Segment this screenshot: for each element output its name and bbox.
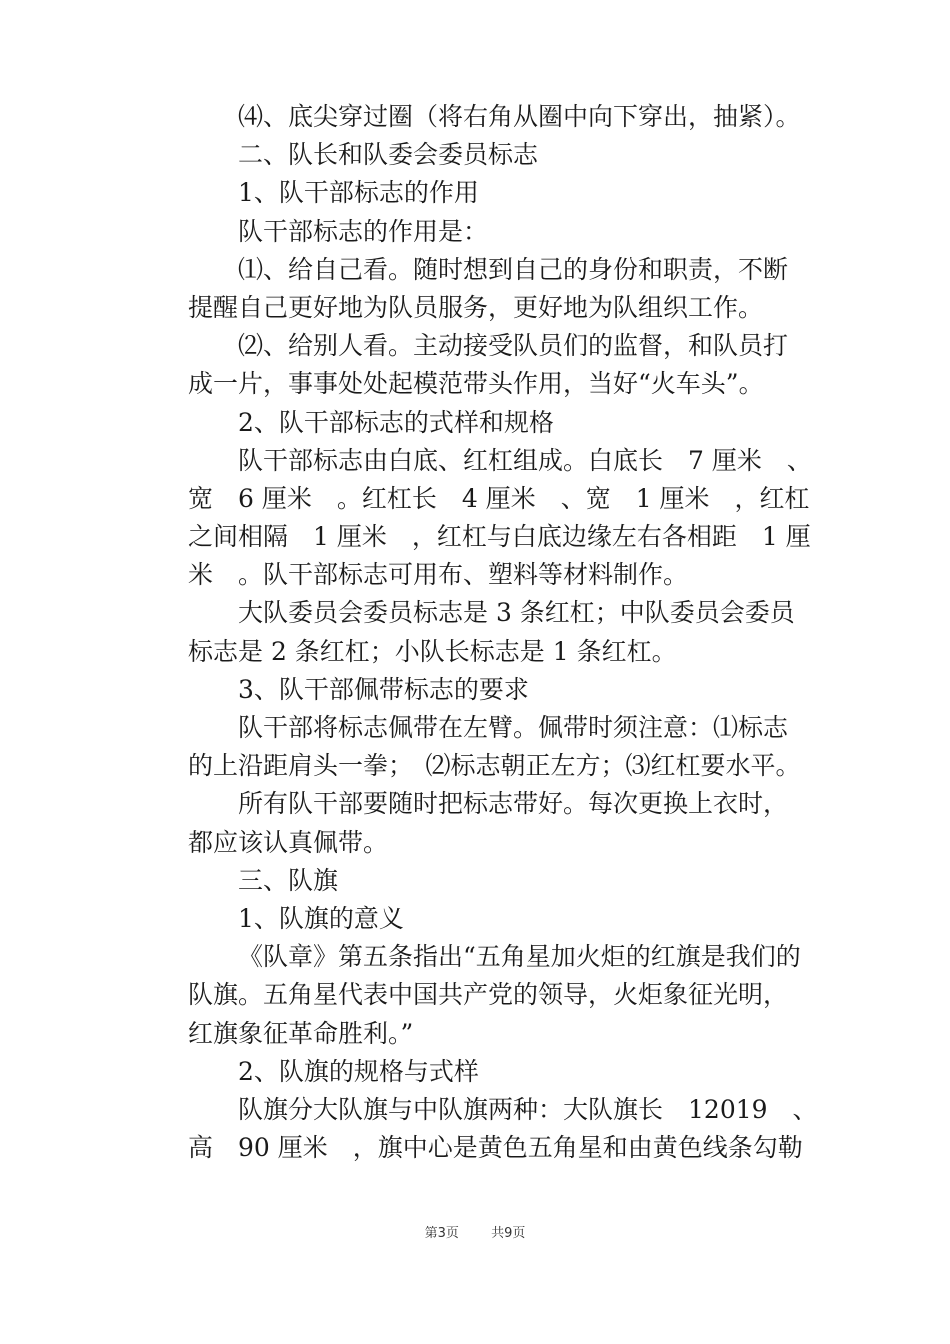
text-line: 提醒自己更好地为队员服务，更好地为队组织工作。 xyxy=(188,292,764,322)
text-line: 三、队旗 xyxy=(238,865,339,895)
text-line: 《队章》第五条指出“五角星加火炬的红旗是我们的 xyxy=(238,942,801,972)
text-line: 队旗分大队旗与中队旗两种：大队旗长 12019 、 xyxy=(238,1094,818,1124)
text-line: 队干部标志的作用是： xyxy=(238,216,489,246)
text-line: 1、队干部标志的作用 xyxy=(238,178,479,208)
text-line: ⑴、给自己看。随时想到自己的身份和职责，不断 xyxy=(238,254,789,284)
text-line: 高 90 厘米 ，旗中心是黄色五角星和由黄色线条勾勒 xyxy=(188,1133,803,1163)
text-line: 都应该认真佩带。 xyxy=(188,827,389,857)
text-line: 2、队旗的规格与式样 xyxy=(238,1056,479,1086)
text-line: 队旗。五角星代表中国共产党的领导，火炬象征光明， xyxy=(188,980,789,1010)
text-line: ⑷、底尖穿过圈（将右角从圈中向下穿出，抽紧）。 xyxy=(238,102,801,131)
text-line: ⑵、给别人看。主动接受队员们的监督，和队员打 xyxy=(238,331,789,361)
document-body xyxy=(188,98,828,1167)
text-line: 队干部将标志佩带在左臂。佩带时须注意：⑴标志 xyxy=(238,713,789,742)
text-line: 成一片，事事处处起模范带头作用，当好“火车头”。 xyxy=(188,369,764,399)
text-line: 之间相隔 1 厘米 ，红杠与白底边缘左右各相距 1 厘 xyxy=(188,522,811,552)
page-total: 共9页 xyxy=(491,1226,526,1241)
text-line: 红旗象征革命胜利。” xyxy=(188,1018,414,1048)
text-line: 宽 6 厘米 。红杠长 4 厘米 、宽 1 厘米 ，红杠 xyxy=(188,483,810,513)
text-line: 二、队长和队委会委员标志 xyxy=(238,140,539,170)
text-line: 1、队旗的意义 xyxy=(238,903,404,933)
text-line: 米 。队干部标志可用布、塑料等材料制作。 xyxy=(188,560,689,590)
page-footer xyxy=(0,1222,950,1241)
text-line: 的上沿距肩头一拳； ⑵标志朝正左方；⑶红杠要水平。 xyxy=(188,751,801,781)
text-line: 队干部标志由白底、红杠组成。白底长 7 厘米 、 xyxy=(238,445,812,475)
page-number: 第3页 xyxy=(424,1226,459,1241)
text-line: 2、队干部标志的式样和规格 xyxy=(238,407,554,437)
text-line: 3、队干部佩带标志的要求 xyxy=(238,674,529,704)
text-line: 所有队干部要随时把标志带好。每次更换上衣时， xyxy=(238,789,789,819)
text-line: 大队委员会委员标志是 3 条红杠；中队委员会委员 xyxy=(238,598,795,628)
text-line: 标志是 2 条红杠；小队长标志是 1 条红杠。 xyxy=(188,636,677,666)
